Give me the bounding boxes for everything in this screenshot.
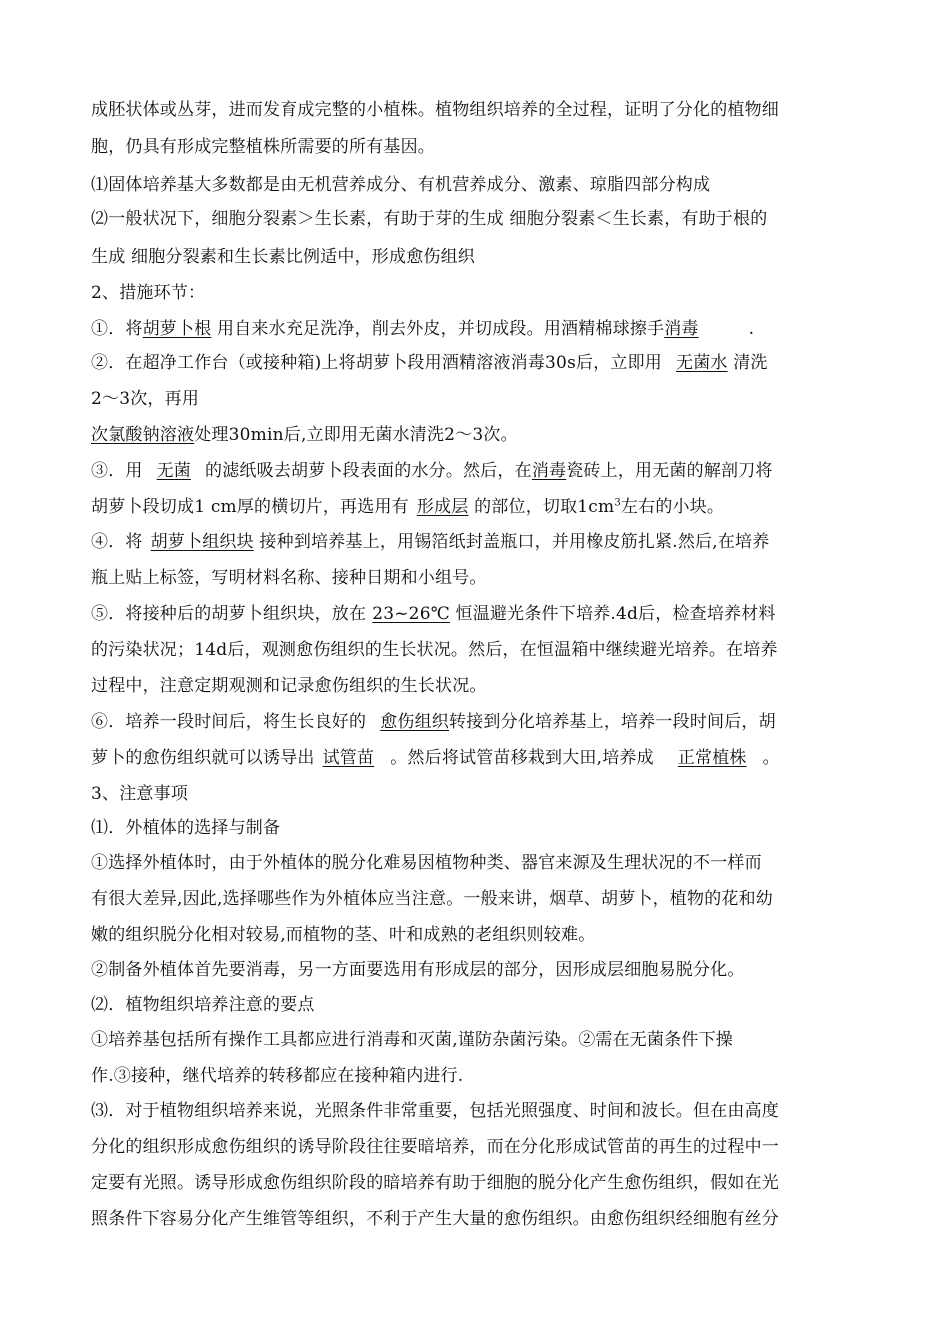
text-run: ②．在超净工作台（或接种箱)上将胡萝卜段用酒精溶液消毒30s后，立即用 [91, 353, 662, 373]
text-run: ④．将 [91, 532, 143, 552]
text-run: 嫩的组织脱分化相对较易,而植物的茎、叶和成熟的老组织则较难。 [91, 925, 596, 945]
text-line [91, 1028, 861, 1052]
text-line [91, 459, 861, 483]
text-run: 3、注意事项 [91, 784, 189, 804]
text-run: 的滤纸吸去胡萝卜段表面的水分。然后，在 [205, 461, 532, 481]
text-run: 清洗 [733, 353, 768, 373]
text-line [91, 746, 861, 770]
text-run: 。 [762, 748, 780, 768]
text-run: ⑴．外植体的选择与制备 [91, 818, 281, 838]
text-run: 分化的组织形成愈伤组织的诱导阶段往往要暗培养，而在分化形成试管苗的再生的过程中一 [91, 1137, 779, 1157]
fill-blank-answer: 形成层 [416, 497, 469, 517]
text-line [91, 958, 861, 982]
section-heading [91, 782, 861, 806]
text-line [91, 1207, 861, 1231]
text-line [91, 351, 861, 375]
text-run: ①培养基包括所有操作工具都应进行消毒和灭菌,谨防杂菌污染。②需在无菌条件下操 [91, 1030, 734, 1050]
text-run: ⑥．培养一段时间后，将生长良好的 [91, 712, 367, 732]
text-line [91, 423, 861, 447]
text-line [91, 135, 861, 159]
text-run: ⑵一般状况下，细胞分裂素＞生长素，有助于芽的生成 细胞分裂素＜生长素，有助于根的 [91, 209, 768, 229]
text-run: ①选择外植体时，由于外植体的脱分化难易因植物种类、器官来源及生理状况的不一样而 [91, 853, 762, 873]
text-run: ⑤．将接种后的胡萝卜组织块，放在 [91, 604, 367, 624]
text-line [91, 317, 861, 341]
text-line [91, 245, 861, 269]
text-line [91, 602, 861, 626]
fill-blank-answer: 愈伤组织 [380, 712, 450, 732]
text-line [91, 674, 861, 698]
text-run: 瓷砖上，用无菌的解剖刀将 [566, 461, 773, 481]
text-run: 2、措施环节： [91, 283, 206, 303]
text-run: 胞，仍具有形成完整植株所需要的所有基因。 [91, 137, 435, 157]
fill-blank-answer: 消毒 [664, 319, 699, 339]
text-run: ⑵．植物组织培养注意的要点 [91, 995, 315, 1015]
text-run: ③．用 [91, 461, 143, 481]
text-run: 恒温避光条件下培养.4d后，检查培养材料 [455, 604, 776, 624]
text-run: 瓶上贴上标签，写明材料名称、接种日期和小组号。 [91, 568, 487, 588]
text-line [91, 710, 861, 734]
text-line [91, 887, 861, 911]
text-line [91, 1064, 861, 1088]
text-run: ⑴固体培养基大多数都是由无机营养成分、有机营养成分、激素、琼脂四部分构成 [91, 175, 711, 195]
text-line [91, 387, 861, 411]
text-run: 过程中，注意定期观测和记录愈伤组织的生长状况。 [91, 676, 487, 696]
text-run: 胡萝卜段切成1 cm厚的横切片，再选用有 [91, 497, 409, 517]
text-line [91, 495, 861, 519]
fill-blank-answer: 23~26℃ [372, 604, 450, 624]
fill-blank-answer: 无菌水 [676, 353, 728, 373]
text-run: 。然后将试管苗移栽到大田,培养成 [390, 748, 654, 768]
subsection-heading [91, 993, 861, 1017]
text-run: . [748, 319, 755, 339]
fill-blank-answer: 无菌 [156, 461, 192, 481]
fill-blank-answer: 胡萝卜根 [142, 319, 212, 339]
text-run: 2～3次，再用 [91, 389, 200, 409]
text-run: 用自来水充足洗净，削去外皮，并切成段。用酒精棉球擦手 [217, 319, 665, 339]
text-line [91, 638, 861, 662]
text-run: ①．将 [91, 319, 143, 339]
text-line [91, 530, 861, 554]
text-run: 处理30min后,立即用无菌水清洗2～3次。 [194, 425, 518, 445]
text-line [91, 207, 861, 231]
subsection-heading [91, 816, 861, 840]
text-run: 生成 细胞分裂素和生长素比例适中，形成愈伤组织 [91, 247, 476, 267]
text-line [91, 923, 861, 947]
text-line [91, 173, 861, 197]
text-run: ⑶．对于植物组织培养来说，光照条件非常重要，包括光照强度、时间和波长。但在由高度 [91, 1101, 779, 1121]
text-run: 左右的小块。 [620, 497, 725, 517]
text-line [91, 98, 861, 122]
section-heading [91, 281, 861, 305]
text-run: 定要有光照。诱导形成愈伤组织阶段的暗培养有助于细胞的脱分化产生愈伤组织，假如在光 [91, 1173, 779, 1193]
text-line [91, 566, 861, 590]
text-run: 的部位，切取1cm [474, 497, 615, 517]
text-run: 转接到分化培养基上，培养一段时间后，胡 [449, 712, 776, 732]
fill-blank-answer: 正常植株 [677, 748, 747, 768]
fill-blank-answer: 胡萝卜组织块 [150, 532, 254, 552]
fill-blank-answer: 试管苗 [322, 748, 375, 768]
text-line [91, 1099, 861, 1123]
fill-blank-answer: 消毒 [531, 461, 567, 481]
fill-blank-answer: 次氯酸钠溶液 [91, 425, 195, 445]
text-run: 接种到培养基上，用锡箔纸封盖瓶口，并用橡皮筋扎紧.然后,在培养 [259, 532, 770, 552]
text-line [91, 1135, 861, 1159]
text-run: 成胚状体或丛芽，进而发育成完整的小植株。植物组织培养的全过程，证明了分化的植物细 [91, 100, 779, 120]
text-run: 照条件下容易分化产生维管等组织，不利于产生大量的愈伤组织。由愈伤组织经细胞有丝分 [91, 1209, 779, 1229]
text-run: ②制备外植体首先要消毒，另一方面要选用有形成层的部分，因形成层细胞易脱分化。 [91, 960, 745, 980]
text-run: 的污染状况；14d后，观测愈伤组织的生长状况。然后，在恒温箱中继续避光培养。在培养 [91, 640, 778, 660]
text-run: 作.③接种，继代培养的转移都应在接种箱内进行. [91, 1066, 464, 1086]
superscript: 3 [614, 497, 621, 509]
text-line [91, 851, 861, 875]
text-run: 萝卜的愈伤组织就可以诱导出 [91, 748, 315, 768]
text-run: 有很大差异,因此,选择哪些作为外植体应当注意。一般来讲，烟草、胡萝卜，植物的花和幼 [91, 889, 774, 909]
text-line [91, 1171, 861, 1195]
